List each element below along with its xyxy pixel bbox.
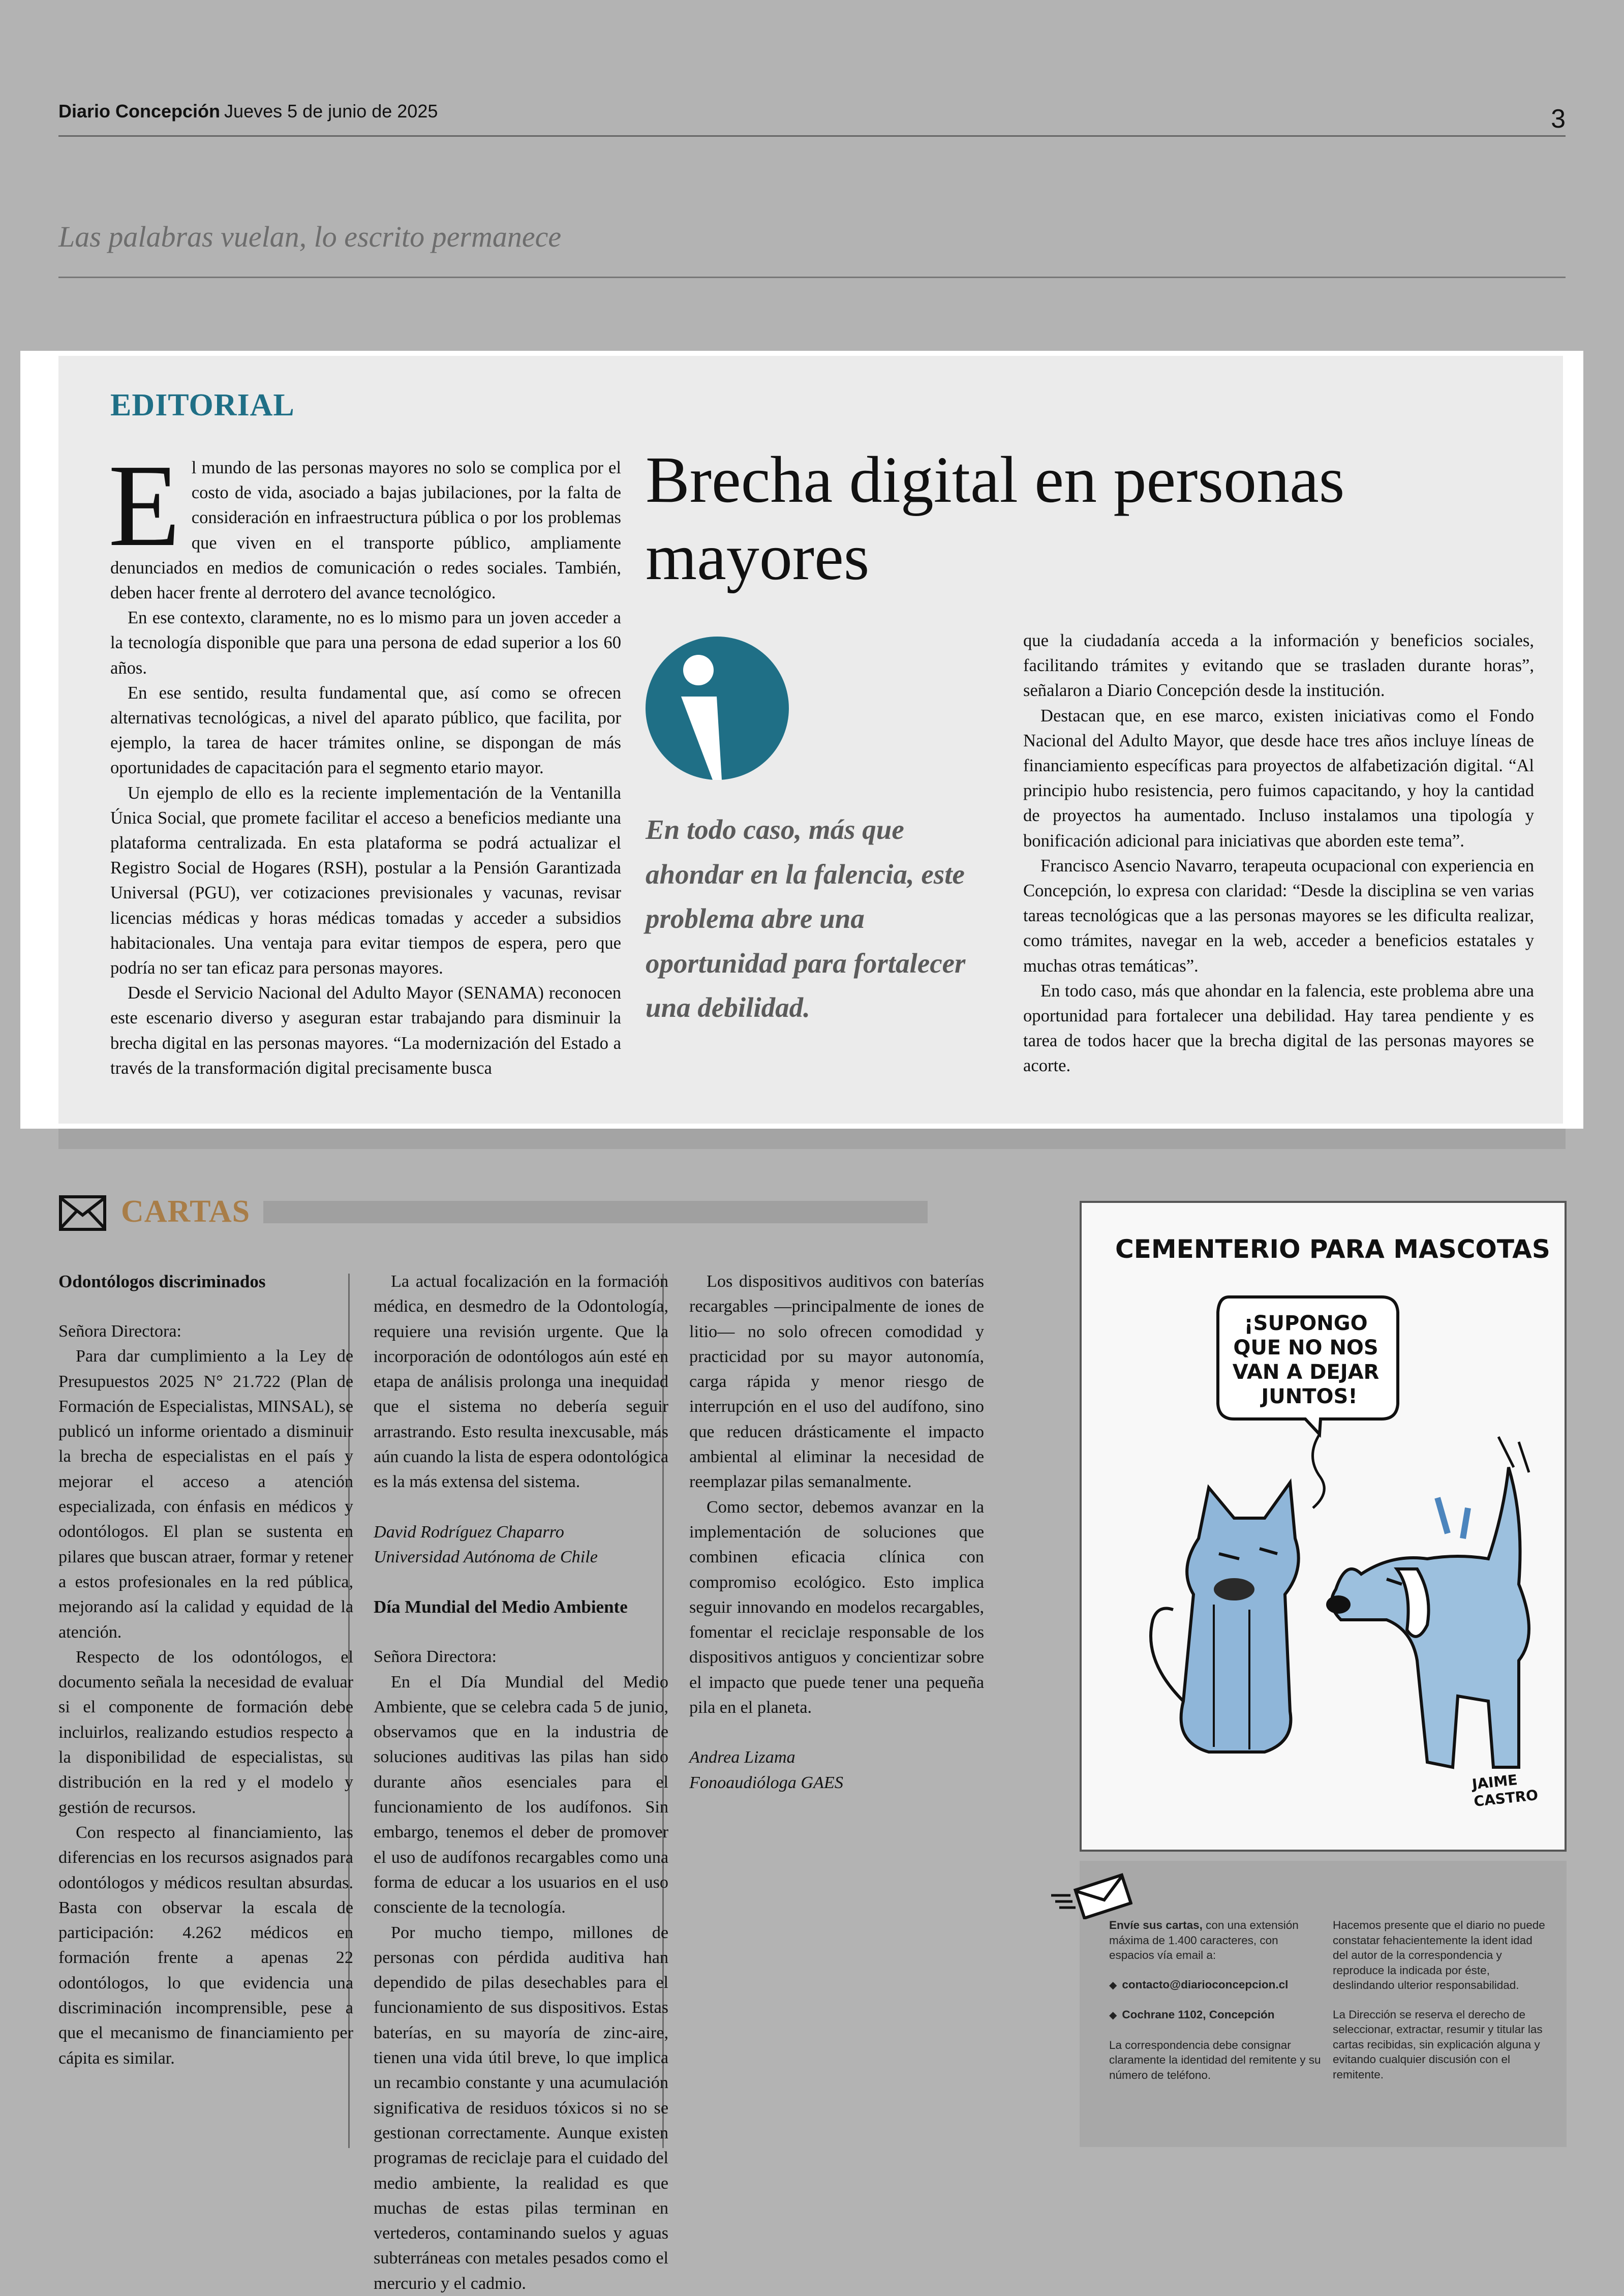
editorial-label: EDITORIAL xyxy=(110,388,295,422)
letter-headline: Día Mundial del Medio Ambiente xyxy=(374,1597,628,1617)
diamond-bullet-icon: ◆ xyxy=(1109,1979,1117,1991)
submission-lead-rest: con una extensión máxima de 1.400 caracteres, con espacios vía email a: xyxy=(1109,1919,1299,1961)
info-icon xyxy=(646,637,789,780)
speech-bubble-text: ¡SUPONGO QUE NO NOS VAN A DEJAR JUNTOS! xyxy=(1232,1312,1380,1408)
letter-salutation: Señora Directora: xyxy=(58,1322,182,1341)
letter-headline: Odontólogos discriminados xyxy=(58,1272,266,1291)
cat-illustration xyxy=(1151,1483,1299,1752)
tagline-text: Las palabras vuelan, lo escrito permanece xyxy=(58,220,562,253)
page-header xyxy=(58,101,1566,137)
editorial-paragraph: Francisco Asencio Navarro, terapeuta ocupacional con experiencia en Concepción, lo expresa con claridad: “Desde la disciplina se ven varias tareas tecnológicas que a las personas mayores se les dificulta realizar, como trámites, navegar en la web, acceder a beneficios estatales y muchas otras temáticas”. xyxy=(1023,856,1534,976)
dog-illustration xyxy=(1326,1437,1529,1767)
submission-note: La correspondencia debe consignar claramente la identidad del remitente y su número de teléfono. xyxy=(1109,2038,1321,2081)
editorial-title: Brecha digital en personas mayores xyxy=(646,443,1345,594)
mail-send-icon xyxy=(1046,1871,1132,1919)
section-bar xyxy=(263,1201,928,1223)
pull-quote: En todo caso, más que ahondar en la falencia, este problema abre una oportunidad para fortalecer una debilidad. xyxy=(646,814,966,1023)
letter-paragraph: Como sector, debemos avanzar en la implementación de soluciones que combinen eficacia clínica con compromiso ecológico. Esto implica seguir innovando en modelos recargables, fomentar el reciclaje responsable de los dispositivos antiguos y concientizar sobre el impacto que puede tener una pequeña pila en el planeta. xyxy=(689,1497,984,1717)
cartoon-drawing xyxy=(1082,1203,1565,1850)
opinion-tagline xyxy=(58,220,1566,278)
editorial-panel xyxy=(58,356,1563,1124)
editorial-paragraph: Un ejemplo de ello es la reciente implementación de la Ventanilla Única Social, que promete facilitar el acceso a beneficios mediante una plataforma centralizada. En esta plataforma se podrá actualizar el Registro Social de Hogares (RSH), postular a la Pensión Garantizada Universal (PGU), ver cotizaciones previsionales y vacunas, revisar licencias médicas y horas médicas tomadas y acceder a subsidios habitacionales. Una ventaja para evitar tiempos de espera, pero que podría no ser tan eficaz para personas mayores. xyxy=(110,783,621,978)
submission-disclaimer xyxy=(1333,1918,1546,2096)
cartoon-title: CEMENTERIO PARA MASCOTAS xyxy=(1115,1234,1550,1264)
editorial-paragraph: Desde el Servicio Nacional del Adulto Mayor (SENAMA) reconocen este escenario diverso y aseguran estar trabajando para disminuir la brecha digital en las personas mayores. “La modernización del Estado a través de la transformación digital precisamente busca xyxy=(110,983,621,1078)
issue-date: Jueves 5 de junio de 2025 xyxy=(224,101,438,122)
editorial-paragraph: En todo caso, más que ahondar en la falencia, este problema abre una oportunidad para fortalecer una debilidad. Hay tarea pendiente y es tarea de todos hacer que la brecha digital de las personas mayores se acorte. xyxy=(1023,981,1534,1076)
contact-address: Cochrane 1102, Concepción xyxy=(1122,2008,1275,2021)
letter-paragraph: Con respecto al financiamiento, las diferencias en los recursos asignados para odontólogos y médicos resultan absurdas. Basta con observar la escala de participación: 4.262 médicos en formación frente a apenas 22 odontólogos, lo que evidencia una discriminación incomprensible, pese a que el mecanismo de financiamiento per cápita es similar. xyxy=(58,1823,353,2068)
editorial-box xyxy=(20,351,1583,1129)
letter-paragraph: La actual focalización en la formación médica, en desmedro de la Odontología, requiere una revisión urgente. Que la incorporación de odontólogos aún esté en etapa de análisis prolonga una inequidad que el sistema no debería seguir arrastrando. Esto resulta inexcusable, más aún cuando la lista de espera odontológica es la más extensa del sistema. xyxy=(374,1272,668,1492)
editorial-column-3 xyxy=(1023,628,1534,1079)
editorial-paragraph: El mundo de las personas mayores no solo se complica por el costo de vida, asociado a bajas jubilaciones, por la falta de consideración en infraestructura pública o por los problemas que viven en el transporte público, ampliamente denunciados en medios de comunicación o redes sociales. También, deben hacer frente al derrotero del avance tecnológico. xyxy=(108,440,621,603)
editorial-paragraph: que la ciudadanía acceda a la información y beneficios sociales, facilitando trámites y evitando que se trasladen durante horas”, señalaron a Diario Concepción desde la institución. xyxy=(1023,631,1534,701)
editorial-paragraph: Destacan que, en ese marco, existen iniciativas como el Fondo Nacional del Adulto Mayor, que desde hace tres años incluye líneas de financiamiento específicas para proyectos de alfabetización digital. “Al principio hubo resistencia, pero fuimos capacitando, y hoy la cantidad de proyectos ha aumentado. Incluso instalamos una tipología y bonificación adicional para iniciativas que aborden este tema”. xyxy=(1023,706,1534,851)
page-number: 3 xyxy=(1551,104,1566,134)
letter-author: Andrea Lizama xyxy=(689,1748,795,1767)
disclaimer-1: Hacemos presente que el diario no puede constatar fehacientemente la ident idad del autor de la correspondencia y reproduce la indicada por éste, deslindando ulterior responsabilidad. xyxy=(1333,1919,1545,1991)
letters-column-1 xyxy=(58,1269,353,2071)
diamond-bullet-icon: ◆ xyxy=(1109,2010,1117,2021)
letters-column-3 xyxy=(689,1269,984,1795)
letters-column-2 xyxy=(374,1269,668,2296)
contact-email[interactable]: contacto@diarioconcepcion.cl xyxy=(1122,1978,1289,1991)
cartoon xyxy=(1080,1201,1567,1852)
cartoonist-signature: JAIME CASTRO xyxy=(1471,1771,1539,1810)
envelope-icon xyxy=(58,1195,107,1231)
letter-affiliation: Universidad Autónoma de Chile xyxy=(374,1547,598,1566)
submission-lead: Envíe sus cartas, xyxy=(1109,1919,1203,1931)
letter-paragraph: Por mucho tiempo, millones de personas con pérdida auditiva han dependido de pilas desechables para el funcionamiento de sus dispositivos. Estas baterías, en su mayoría de zinc-aire, tienen una vida útil breve, lo que implica un recambio constante y una acumulación significativa de residuos tóxicos si no se gestionan correctamente. Aunque existen programas de reciclaje para el cuidado del medio ambiente, la realidad es que muchas de estas pilas terminan en vertederos, contaminando suelos y aguas subterráneas con metales pesados como el mercurio y el cadmio. xyxy=(374,1923,668,2293)
letter-paragraph: Respecto de los odontólogos, el documento señala la necesidad de evaluar si el componente de formación debe incluirlos, realizando estudios respecto a la disponibilidad de especialistas, su distribución en la red y el modelo y gestión de recursos. xyxy=(58,1647,353,1817)
editorial-column-1 xyxy=(108,440,621,1081)
letter-salutation: Señora Directora: xyxy=(374,1647,497,1667)
editorial-paragraph: En ese contexto, claramente, no es lo mismo para un joven acceder a la tecnología disponible que para una persona de edad superior a los 60 años. xyxy=(110,608,621,678)
disclaimer-2: La Dirección se reserva el derecho de seleccionar, extractar, resumir y titular las cartas recibidas, sin explicación alguna y evitando cualquier discusión con el remitente. xyxy=(1333,2008,1543,2081)
submission-instructions xyxy=(1109,1918,1323,2097)
cartas-label: CARTAS xyxy=(121,1194,251,1229)
editorial-paragraph: En ese sentido, resulta fundamental que, así como se ofrecen alternativas tecnológicas, a nivel del aparato público, que facilita, por ejemplo, la tarea de hacer trámites online, se dispongan de más oportunidades de capacitación para el segmento etario mayor. xyxy=(110,683,621,778)
letter-paragraph: En el Día Mundial del Medio Ambiente, que se celebra cada 5 de junio, observamos que en la industria de soluciones auditivas las pilas han sido durante años esenciales para el funcionamiento de los audífonos. Sin embargo, tenemos el deber de promover el uso de audífonos recargables como una forma de educar a los usuarios en el uso consciente de la tecnología. xyxy=(374,1672,668,1917)
letter-paragraph: Los dispositivos auditivos con baterías recargables —principalmente de iones de litio— no solo ofrecen comodidad y practicidad por su mayor autonomía, carga rápida y menor riesgo de interrupción en el uso del audífono, sino que reducen drásticamente el impacto ambiental al eliminar la necesidad de reemplazar pilas semanalmente. xyxy=(689,1272,984,1492)
letter-paragraph: Para dar cumplimiento a la Ley de Presupuestos 2025 N° 21.722 (Plan de Formación de Especialistas, MINSAL), se publicó un informe orientado a disminuir la brecha de especialistas en el país y mejorar el acceso a atención especializada, con énfasis en médicos y odontólogos. El plan se sustenta en pilares que buscan atraer, formar y retener a estos profesionales en la red pública, mejorando así la calidad y equidad de la atención. xyxy=(58,1347,353,1642)
newspaper-name: Diario Concepción xyxy=(58,101,221,122)
drop-cap: E xyxy=(108,440,180,571)
letter-author: David Rodríguez Chaparro xyxy=(374,1522,564,1542)
letter-affiliation: Fonoaudióloga GAES xyxy=(689,1773,843,1792)
